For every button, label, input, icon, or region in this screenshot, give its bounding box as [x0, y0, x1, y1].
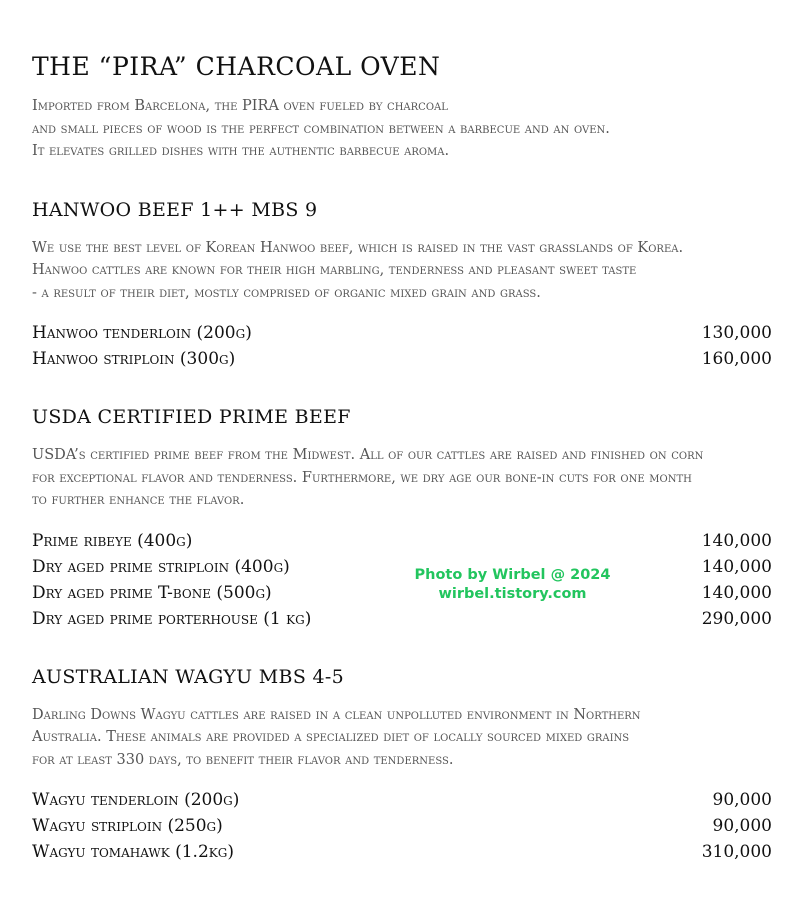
section-wagyu	[32, 666, 772, 866]
item-name: Prime ribeye (400g)	[32, 530, 193, 551]
description-line: for exceptional flavor and tenderness. Furthermore, we dry age our bone-in cuts for one month	[32, 469, 692, 486]
section-description	[32, 444, 772, 512]
menu-item	[32, 320, 772, 346]
description-line: to further enhance the flavor.	[32, 492, 245, 508]
intro-line: and small pieces of wood is the perfect combination between a barbecue and an oven.	[32, 120, 610, 137]
section-title: AUSTRALIAN WAGYU MBS 4-5	[32, 665, 344, 688]
description-line: Darling Downs Wagyu cattles are raised in a clean unpolluted environment in Northern	[32, 706, 641, 723]
description-line: Australia. These animals are provided a specialized diet of locally sourced mixed grains	[32, 729, 630, 745]
section-description	[32, 704, 772, 772]
intro-line: It elevates grilled dishes with the authentic barbecue aroma.	[32, 143, 450, 159]
item-name: Wagyu tomahawk (1.2kg)	[32, 842, 234, 862]
watermark-url: wirbel.tistory.com	[438, 586, 587, 602]
menu-item	[32, 346, 772, 372]
photo-watermark	[400, 566, 625, 604]
intro-text	[32, 95, 772, 163]
item-name: Dry aged prime T-bone (500g)	[32, 582, 272, 603]
menu-item	[32, 528, 772, 554]
menu-items	[32, 320, 772, 372]
section-description	[32, 237, 772, 305]
item-name: Wagyu striploin (250g)	[32, 816, 223, 836]
section-title: USDA CERTIFIED PRIME BEEF	[32, 406, 351, 428]
intro-line: Imported from Barcelona, the PIRA oven fueled by charcoal	[32, 98, 448, 114]
description-line: Hanwoo cattles are known for their high marbling, tenderness and pleasant sweet taste	[32, 262, 637, 278]
description-line: - a result of their diet, mostly comprised of organic mixed grain and grass.	[32, 284, 541, 301]
item-name: Dry aged prime porterhouse (1 kg)	[32, 608, 312, 629]
item-price: 310,000	[701, 842, 772, 862]
menu-page	[32, 52, 772, 865]
menu-item	[32, 813, 772, 839]
item-name: Hanwoo tenderloin (200g)	[32, 323, 252, 343]
menu-item	[32, 606, 772, 632]
item-price: 140,000	[701, 556, 772, 577]
watermark-credit: Photo by Wirbel @ 2024	[414, 567, 611, 583]
item-price: 140,000	[701, 582, 772, 603]
menu-item	[32, 787, 772, 813]
item-price: 130,000	[701, 323, 772, 343]
description-line: USDA’s certified prime beef from the Midwest. All of our cattles are raised and finished on corn	[32, 447, 704, 463]
section-hanwoo	[32, 199, 772, 373]
item-name: Hanwoo striploin (300g)	[32, 349, 236, 369]
description-line: for at least 330 days, to benefit their flavor and tenderness.	[32, 751, 454, 768]
page-title: THE “PIRA” CHARCOAL OVEN	[32, 52, 441, 81]
item-price: 160,000	[701, 349, 772, 369]
item-price: 90,000	[712, 816, 772, 836]
menu-item	[32, 839, 772, 865]
description-line: We use the best level of Korean Hanwoo beef, which is raised in the vast grasslands of Korea.	[32, 239, 684, 256]
item-price: 90,000	[712, 790, 772, 810]
item-price: 290,000	[701, 608, 772, 629]
item-name: Dry aged prime striploin (400g)	[32, 556, 290, 577]
menu-items	[32, 787, 772, 865]
section-title: HANWOO BEEF 1++ MBS 9	[32, 198, 318, 221]
item-price: 140,000	[701, 530, 772, 551]
item-name: Wagyu tenderloin (200g)	[32, 790, 240, 810]
